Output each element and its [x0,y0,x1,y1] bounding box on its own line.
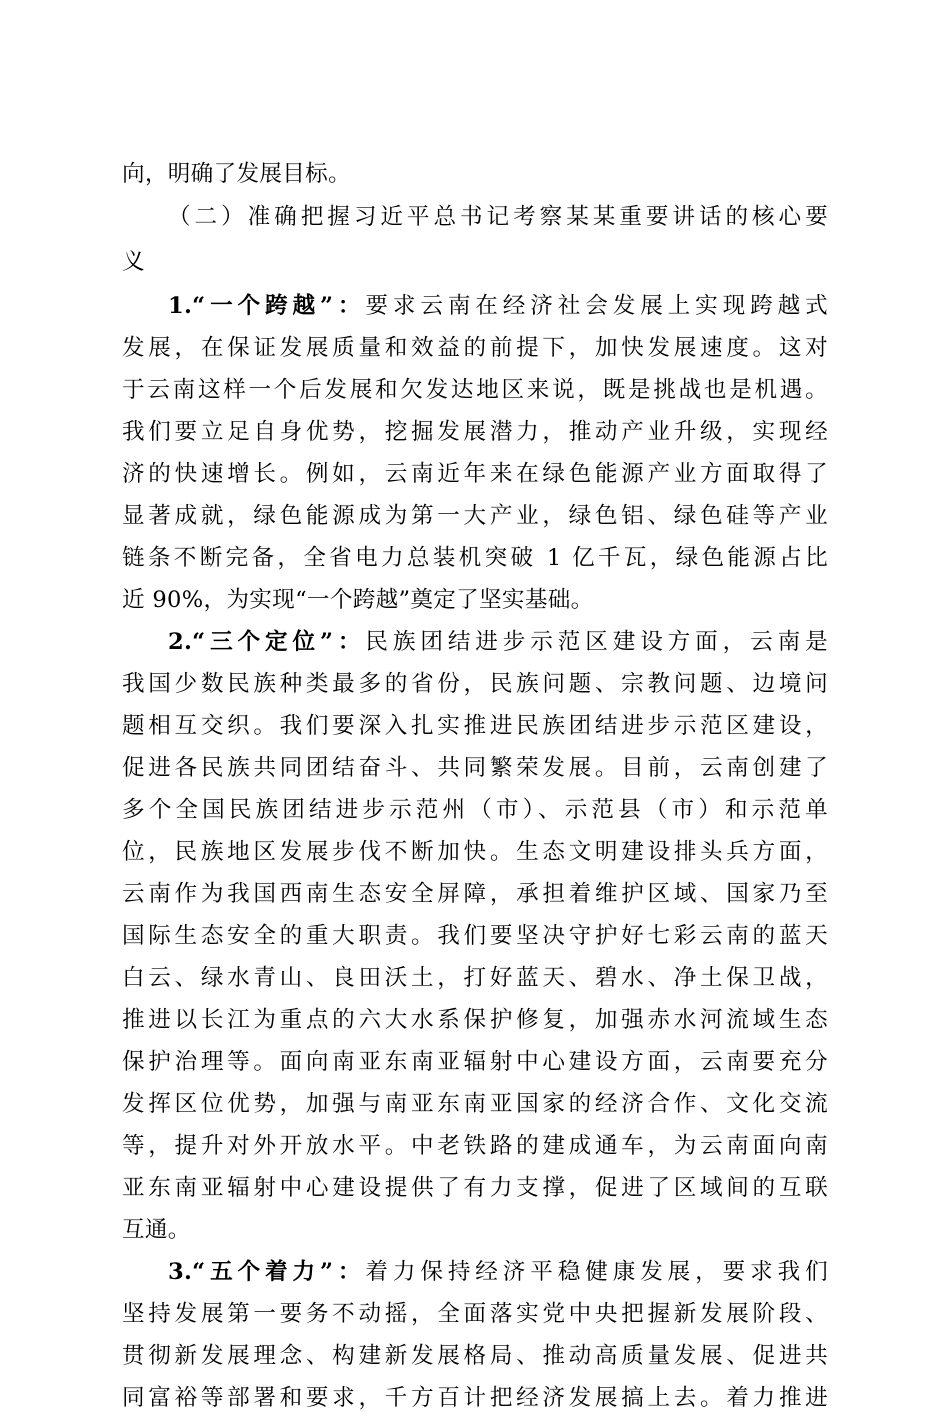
line-text: 我们要立足自身优势，挖掘发展潜力，推动产业升级，实现经 [122,419,828,445]
line-text: 推进以长江为重点的六大水系保护修复，加强赤水河流域生态 [122,1007,828,1033]
line-text: 显著成就，绿色能源成为第一大产业，绿色铝、绿色硅等产业 [122,503,828,529]
section-heading [122,195,828,239]
paragraph-line [122,705,828,747]
paragraph-line [122,789,828,831]
paragraph-line [122,957,828,999]
line-text: 发挥区位优势，加强与南亚东南亚国家的经济合作、文化交流 [122,1091,828,1117]
section-heading-text: （二）准确把握习近平总书记考察某某重要讲话的核心要 [168,204,828,230]
line-text: 云南作为我国西南生态安全屏障，承担着维护区域、国家乃至 [122,881,828,907]
line-text: 互通。 [122,1217,191,1243]
line-text: 着力保持经济平稳健康发展，要求我们 [365,1259,828,1285]
line-text: 于云南这样一个后发展和欠发达地区来说，既是挑战也是机遇。 [122,377,828,403]
item-heading-1: 1.“一个跨越”： [168,293,366,319]
line-text: 贯彻新发展理念、构建新发展格局、推动高质量发展、促进共 [122,1343,828,1369]
line-text: 民族团结进步示范区建设方面，云南是 [365,629,828,655]
line-text: 向，明确了发展目标。 [122,161,351,187]
line-text: 等，提升对外开放水平。中老铁路的建成通车，为云南面向南 [122,1133,828,1159]
paragraph-1-first-line [122,285,828,327]
line-text: 坚持发展第一要务不动摇，全面落实党中央把握新发展阶段、 [122,1301,828,1327]
line-text: 近 90%，为实现“一个跨越”奠定了坚实基础。 [122,587,594,613]
line-text: 位，民族地区发展步伐不断加快。生态文明建设排头兵方面， [122,839,828,865]
line-text: 同富裕等部署和要求，千方百计把经济发展搞上去。着力推进 [122,1385,828,1411]
paragraph-line [122,747,828,789]
paragraph-line [122,327,828,369]
line-text: 义 [122,249,145,275]
line-text: 我国少数民族种类最多的省份，民族问题、宗教问题、边境问 [122,671,828,697]
paragraph-line [122,831,828,873]
paragraph-line [122,1293,828,1335]
line-text: 发展，在保证发展质量和效益的前提下，加快发展速度。这对 [122,335,828,361]
item-heading-2: 2.“三个定位”： [168,629,366,655]
paragraph-line [122,369,828,411]
line-text: 题相互交织。我们要深入扎实推进民族团结进步示范区建设， [122,713,828,739]
paragraph-line [122,495,828,537]
paragraph-line [122,453,828,495]
paragraph-line [122,1335,828,1377]
line-text: 要求云南在经济社会发展上实现跨越式 [365,293,828,319]
paragraph-line [122,1167,828,1209]
section-heading-continued [122,239,828,285]
paragraph-line [122,579,828,621]
line-text: 济的快速增长。例如，云南近年来在绿色能源产业方面取得了 [122,461,828,487]
paragraph-line [122,663,828,705]
paragraph-line [122,1041,828,1083]
line-text: 链条不断完备，全省电力总装机突破 1 亿千瓦，绿色能源占比 [122,545,828,571]
line-text: 保护治理等。面向南亚东南亚辐射中心建设方面，云南要充分 [122,1049,828,1075]
paragraph-line [122,1377,828,1419]
line-text: 多个全国民族团结进步示范州（市）、示范县（市）和示范单 [122,797,828,823]
paragraph-3-first-line [122,1251,828,1293]
paragraph-line [122,1083,828,1125]
paragraph-line [122,1125,828,1167]
paragraph-line [122,411,828,453]
line-text: 白云、绿水青山、良田沃土，打好蓝天、碧水、净土保卫战， [122,965,828,991]
paragraph-2-first-line [122,621,828,663]
document-body [122,153,828,1419]
paragraph-line [122,1209,828,1251]
paragraph-line [122,999,828,1041]
paragraph-line [122,915,828,957]
item-heading-3: 3.“五个着力”： [168,1259,366,1285]
paragraph-line [122,153,828,195]
paragraph-line [122,537,828,579]
line-text: 促进各民族共同团结奋斗、共同繁荣发展。目前，云南创建了 [122,755,828,781]
line-text: 亚东南亚辐射中心建设提供了有力支撑，促进了区域间的互联 [122,1175,828,1201]
paragraph-line [122,873,828,915]
line-text: 国际生态安全的重大职责。我们要坚决守护好七彩云南的蓝天 [122,923,828,949]
